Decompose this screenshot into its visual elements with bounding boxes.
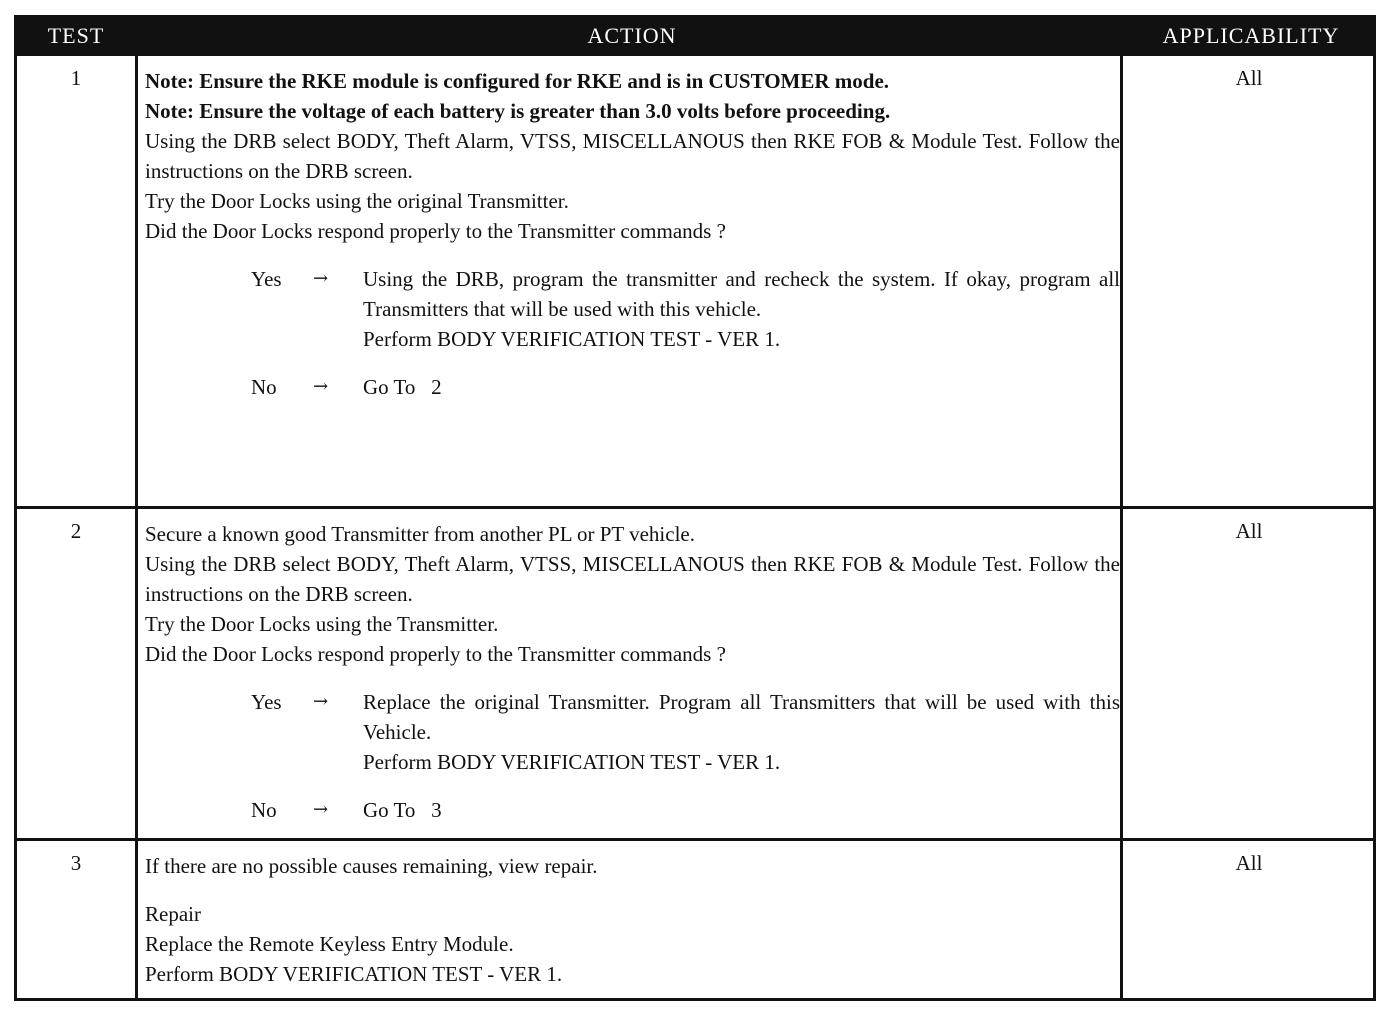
test-number: 3	[70, 851, 82, 875]
no-label: No	[251, 375, 277, 399]
yes-label: Yes	[251, 267, 282, 291]
applicability-value: All	[1235, 519, 1263, 543]
question-text: Did the Door Locks respond properly to the Transmitter commands ?	[145, 642, 726, 666]
yes-text: Perform BODY VERIFICATION TEST - VER 1.	[363, 750, 781, 774]
instruction-text: Using the DRB select BODY, Theft Alarm, VTSS, MISCELLANOUS then RKE FOB & Module Test. Follow the instructions on the DRB screen.	[145, 552, 1120, 606]
arrow-right-icon: →	[313, 691, 329, 712]
action-cell	[145, 851, 1120, 989]
header-action: ACTION	[587, 23, 677, 48]
table-row	[17, 509, 1373, 838]
yes-label: Yes	[251, 690, 282, 714]
table-row	[17, 841, 1373, 1001]
yes-branch	[251, 687, 1120, 777]
yes-text: Using the DRB, program the transmitter and recheck the system. If okay, program all Transmitters that will be used with this vehicle.	[363, 267, 1120, 321]
note-text: Note: Ensure the voltage of each battery is greater than 3.0 volts before proceeding.	[145, 99, 891, 123]
yes-branch	[251, 264, 1120, 354]
arrow-right-icon: →	[313, 799, 329, 820]
instruction-text: Using the DRB select BODY, Theft Alarm, VTSS, MISCELLANOUS then RKE FOB & Module Test. Follow the instructions on the DRB screen.	[145, 129, 1120, 183]
instruction-text: Try the Door Locks using the original Transmitter.	[145, 189, 569, 213]
header-applicability: APPLICABILITY	[1162, 23, 1340, 48]
test-number: 2	[70, 519, 82, 543]
go-to-text: Go To 2	[363, 375, 442, 399]
action-cell	[145, 66, 1120, 402]
repair-label: Repair	[145, 902, 201, 926]
no-branch	[251, 795, 1120, 825]
question-text: Did the Door Locks respond properly to the Transmitter commands ?	[145, 219, 726, 243]
test-number: 1	[70, 66, 82, 90]
table-header	[17, 18, 1373, 56]
action-cell	[145, 519, 1120, 825]
table-row	[17, 56, 1373, 506]
yes-text: Perform BODY VERIFICATION TEST - VER 1.	[363, 327, 781, 351]
applicability-value: All	[1235, 66, 1263, 90]
applicability-value: All	[1235, 851, 1263, 875]
arrow-right-icon: →	[313, 268, 329, 289]
instruction-text: Try the Door Locks using the Transmitter.	[145, 612, 499, 636]
note-text: Note: Ensure the RKE module is configured for RKE and is in CUSTOMER mode.	[145, 69, 890, 93]
instruction-text: If there are no possible causes remaining, view repair.	[145, 854, 598, 878]
no-label: No	[251, 798, 277, 822]
header-test: TEST	[47, 23, 105, 48]
go-to-text: Go To 3	[363, 798, 442, 822]
yes-text: Replace the original Transmitter. Program all Transmitters that will be used with this Vehicle.	[363, 690, 1120, 744]
repair-text: Perform BODY VERIFICATION TEST - VER 1.	[145, 962, 563, 986]
no-branch	[251, 372, 1120, 402]
repair-text: Replace the Remote Keyless Entry Module.	[145, 932, 514, 956]
arrow-right-icon: →	[313, 376, 329, 397]
instruction-text: Secure a known good Transmitter from another PL or PT vehicle.	[145, 522, 695, 546]
diagnostic-table	[14, 15, 1376, 1001]
